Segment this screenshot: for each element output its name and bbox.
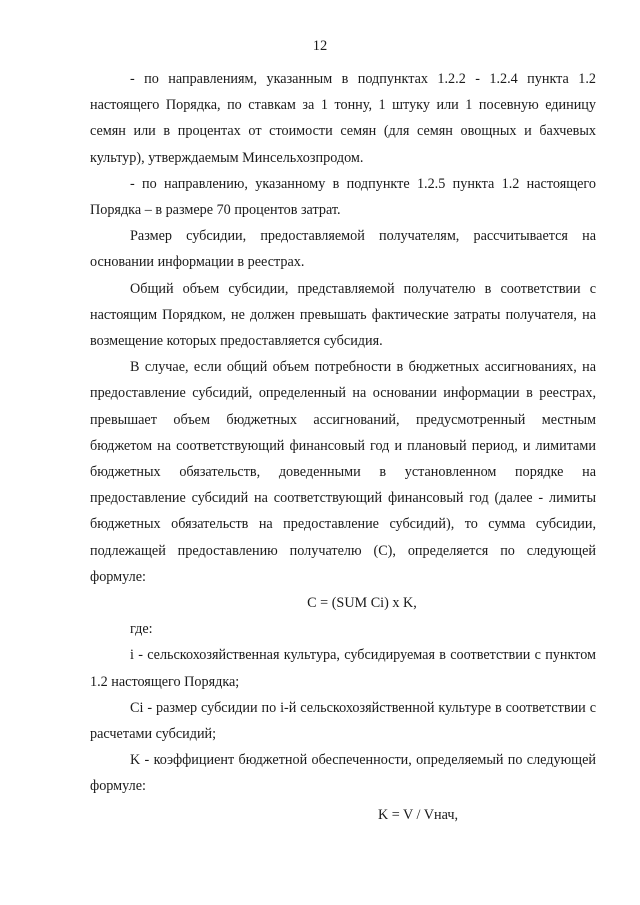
formula-subsidy-sum: C = (SUM Ci) x K, (307, 595, 417, 612)
page-number: 12 (312, 38, 328, 54)
where-label: где: (130, 621, 153, 638)
paragraph-directions-subsections: - по направлениям, указанным в подпунктах 1.2.2 - 1.2.4 пункта 1.2 настоящего Порядка, по ставкам за 1 тонну, 1 штуку или 1 посевную единицу семян или в процентах от стоимости семян (для семян овощных и бахчевых культур), утверждаемым Минсельхозпродом. (90, 71, 596, 166)
definition-ci: Ci - размер субсидии по i-й сельскохозяйственной культуре в соответствии с расчетами субсидий; (90, 699, 596, 743)
definition-k: K - коэффициент бюджетной обеспеченности, определяемый по следующей формуле: (90, 752, 596, 795)
formula-coefficient-k: K = V / Vнач, (377, 806, 459, 823)
paragraph-direction-1-2-5: - по направлению, указанному в подпункте 1.2.5 пункта 1.2 настоящего Порядка – в размере 70 процентов затрат. (90, 175, 596, 219)
paragraph-subsidy-size: Размер субсидии, предоставляемой получателям, рассчитывается на основании информации в реестрах. (90, 228, 596, 271)
document-body (90, 66, 596, 828)
paragraph-total-subsidy-volume: Общий объем субсидии, представляемой получателю в соответствии с настоящим Порядком, не должен превышать фактические затраты получателя, на возмещение которых предоставляется субсидия. (90, 280, 596, 350)
paragraph-budget-shortfall-case: В случае, если общий объем потребности в бюджетных ассигнованиях, на предоставление субсидий, определенный на основании информации в реестрах, превышает объем бюджетных ассигнований, предусмотренный местным бюджетом на соответствующий финансовый год и плановый период, и лимитами бюджетных обязательств, доведенными в установленном порядке на предоставление субсидий на соответствующий финансовый год (далее - лимиты бюджетных обязательств на предоставление субсидий), то сумма субсидии, подлежащей предоставлению получателю (C), определяется по следующей формуле: (90, 359, 596, 585)
definition-i: i - сельскохозяйственная культура, субсидируемая в соответствии с пунктом 1.2 настоящего Порядка; (90, 647, 596, 690)
